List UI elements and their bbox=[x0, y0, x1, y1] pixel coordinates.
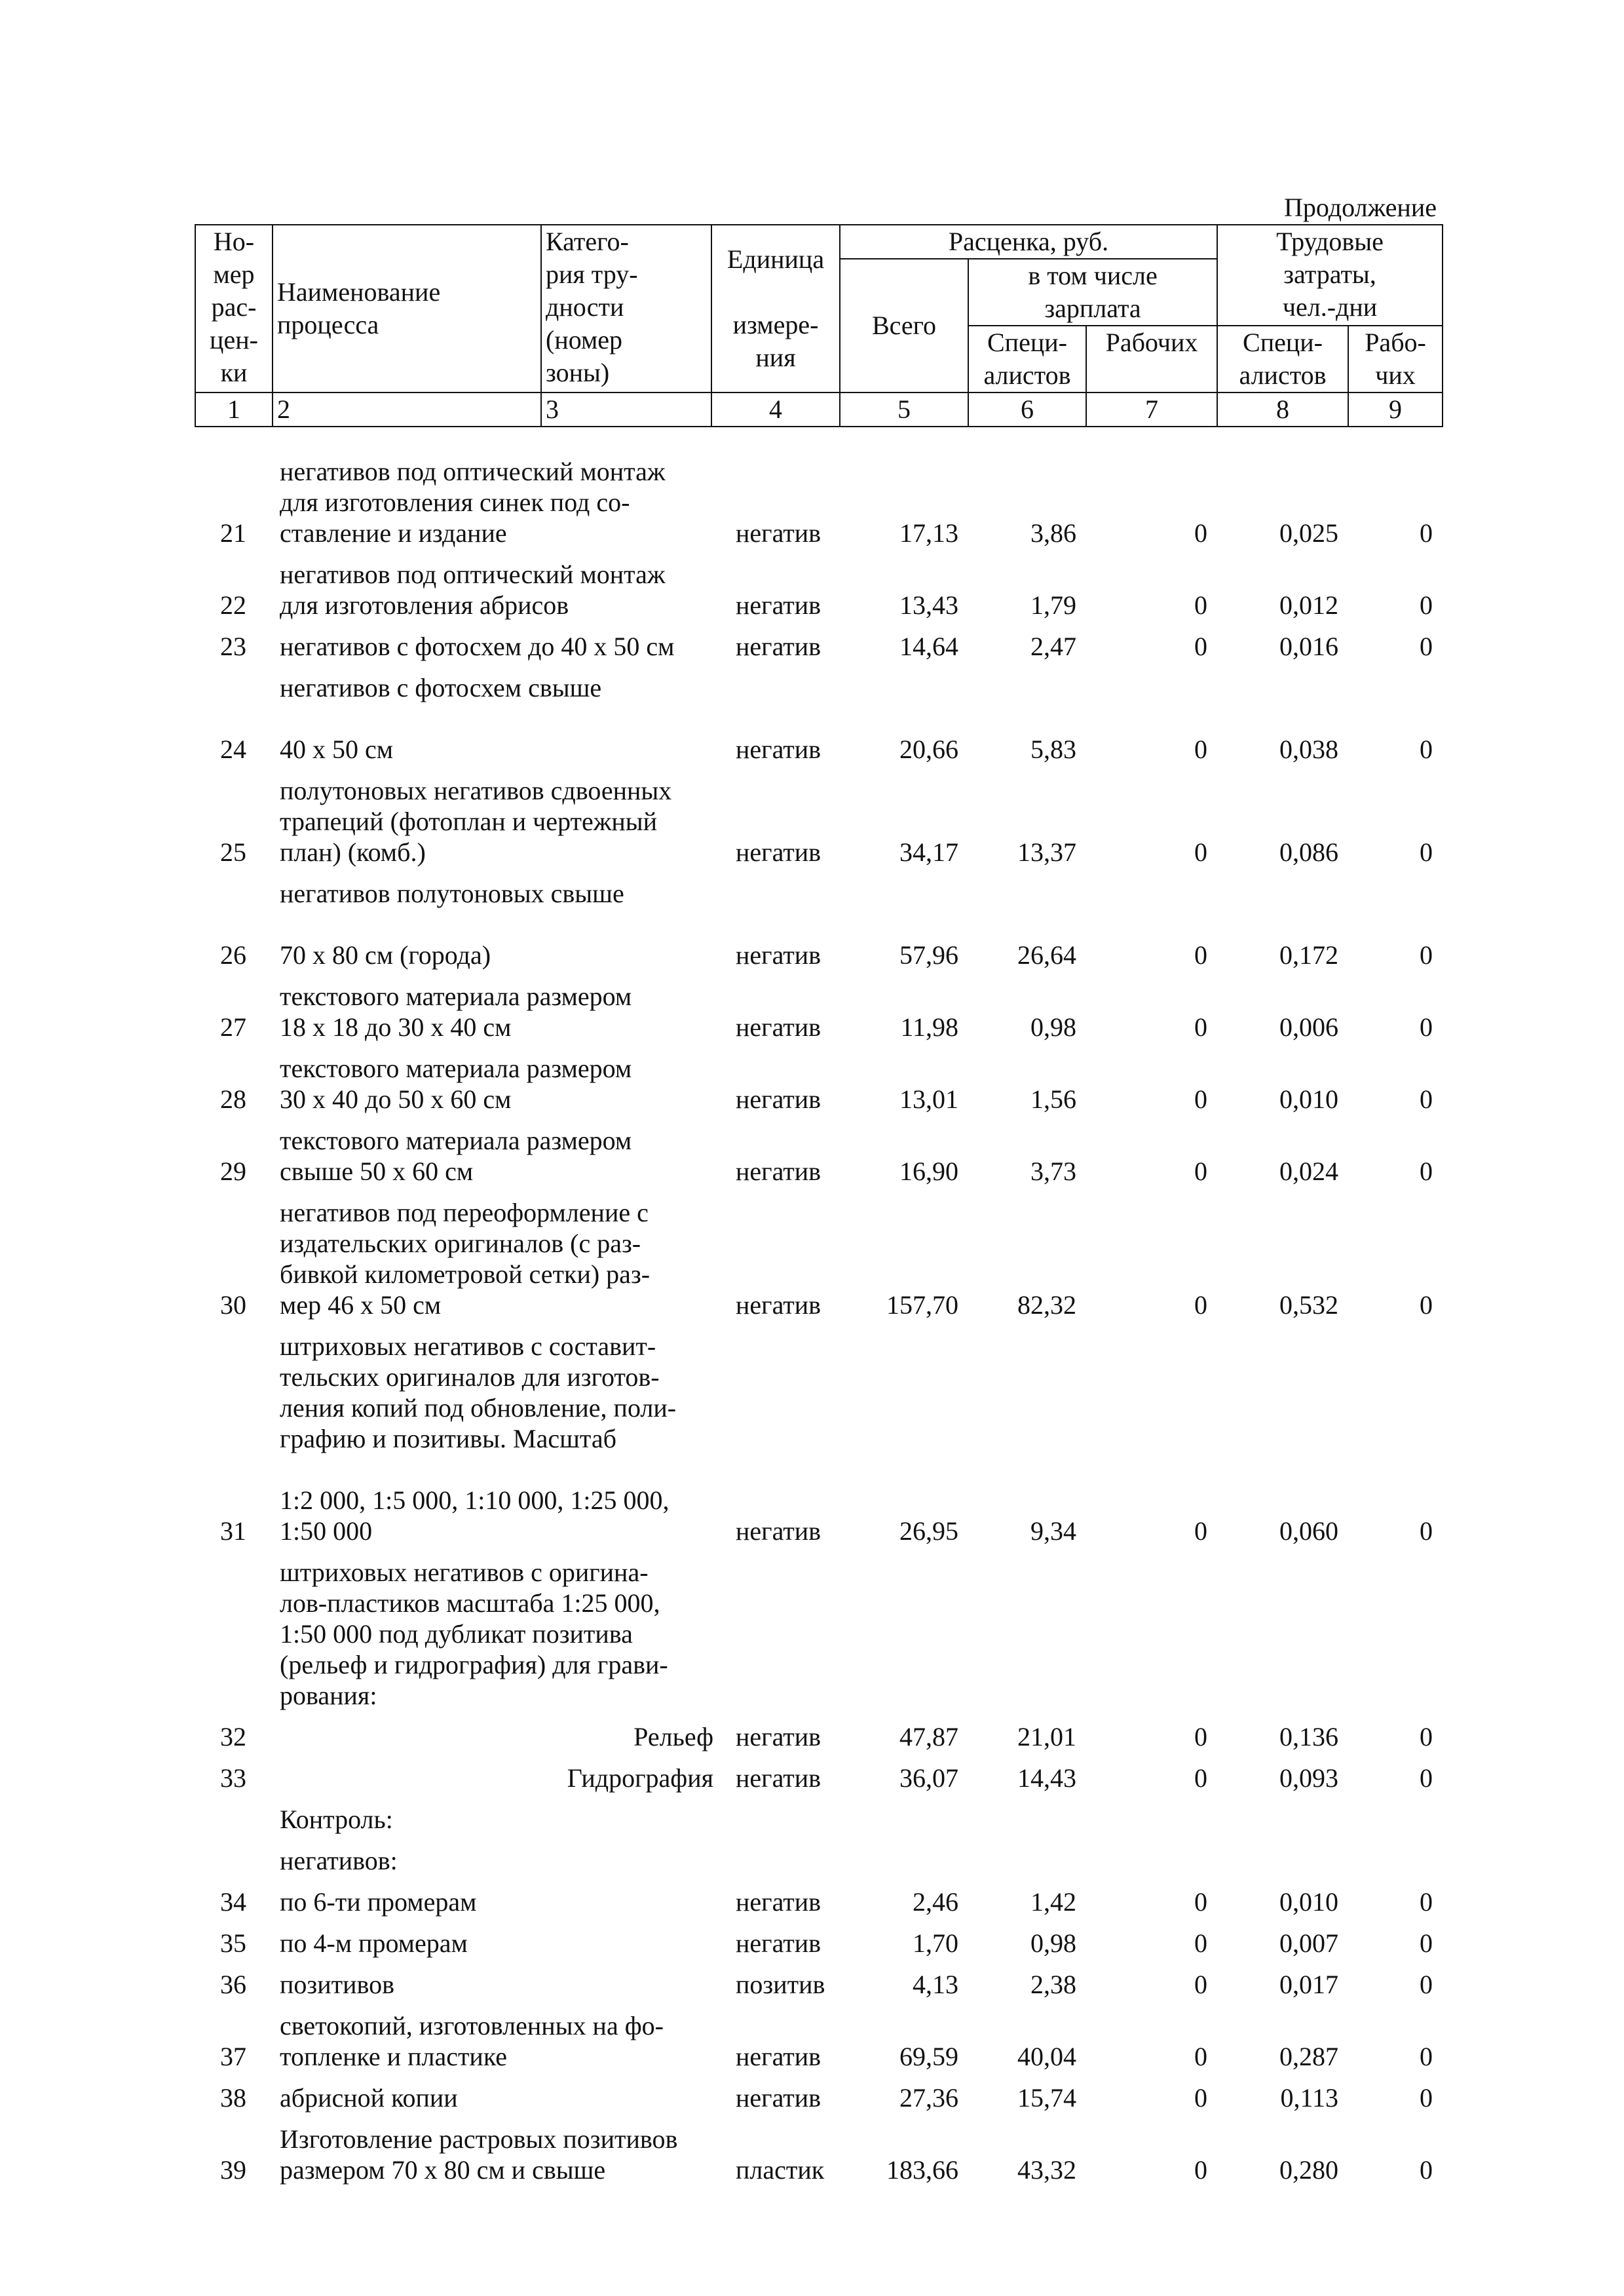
row-spec-salary: 26,64 bbox=[1017, 940, 1076, 970]
row-total: 69,59 bbox=[899, 2042, 958, 2071]
row-name: негативов: bbox=[280, 1846, 398, 1875]
row-labor-spec bbox=[1217, 1546, 1348, 1711]
row-labor-spec: 0,093 bbox=[1279, 1763, 1338, 1793]
row-total: 14,64 bbox=[899, 632, 958, 661]
row-name: по 4-м промерам bbox=[280, 1928, 468, 1958]
row-number: 31 bbox=[220, 1516, 246, 1546]
row-unit: негатив bbox=[736, 1763, 821, 1793]
row-spec-salary: 3,86 bbox=[1030, 518, 1076, 548]
row-unit: негатив bbox=[736, 1157, 821, 1186]
row-name: текстового материала размером 18 х 18 до 30 х 40 см bbox=[280, 982, 632, 1042]
row-labor-spec: 0,012 bbox=[1279, 590, 1338, 620]
row-spec-salary: 21,01 bbox=[1017, 1722, 1076, 1751]
row-labor-workers: 0 bbox=[1420, 1722, 1433, 1751]
row-number: 36 bbox=[220, 1970, 246, 1999]
row-labor-spec: 0,006 bbox=[1279, 1012, 1338, 1042]
row-workers-salary: 0 bbox=[1194, 1722, 1207, 1751]
row-name: позитивов bbox=[280, 1970, 394, 1999]
row-workers-salary: 0 bbox=[1194, 1012, 1207, 1042]
row-labor-spec bbox=[1217, 1835, 1348, 1876]
row-unit: негатив bbox=[736, 590, 821, 620]
row-total: 27,36 bbox=[899, 2083, 958, 2113]
row-unit bbox=[717, 1546, 839, 1711]
header-rate: Расценка, руб. bbox=[840, 225, 1217, 259]
header-category: Катего- рия тру- дности (номер зоны) bbox=[541, 225, 711, 392]
table-row bbox=[195, 1835, 1442, 1876]
row-labor-spec: 0,024 bbox=[1279, 1157, 1338, 1186]
row-workers-salary: 0 bbox=[1194, 735, 1207, 764]
row-labor-workers: 0 bbox=[1420, 1157, 1433, 1186]
row-name: негативов полутоновых свыше 70 х 80 см (города) bbox=[280, 879, 624, 970]
row-labor-spec: 0,172 bbox=[1279, 940, 1338, 970]
row-name: светокопий, изготовленных на фо- топленке и пластике bbox=[280, 2011, 664, 2071]
row-number: 22 bbox=[220, 590, 246, 620]
row-labor-workers: 0 bbox=[1420, 1887, 1433, 1917]
row-unit: негатив bbox=[736, 735, 821, 764]
row-labor-spec: 0,086 bbox=[1279, 837, 1338, 867]
row-unit: негатив bbox=[736, 2042, 821, 2071]
row-total: 17,13 bbox=[899, 518, 958, 548]
row-labor-workers: 0 bbox=[1420, 1084, 1433, 1114]
header-labor: Трудовые затраты, чел.-дни bbox=[1217, 225, 1443, 326]
table-row bbox=[195, 1711, 1442, 1752]
row-spec-salary: 13,37 bbox=[1017, 837, 1076, 867]
row-workers-salary: 0 bbox=[1194, 590, 1207, 620]
row-workers-salary: 0 bbox=[1194, 1763, 1207, 1793]
table-row bbox=[195, 2000, 1442, 2072]
header-incl: в том числе зарплата bbox=[968, 259, 1217, 326]
row-name: штриховых негативов с оригина- лов-пластиков масштаба 1:25 000, 1:50 000 под дубликат позитива (рельеф и гидрография) для грави- рования: bbox=[280, 1558, 668, 1710]
row-total bbox=[839, 1546, 968, 1711]
row-labor-workers bbox=[1348, 1793, 1442, 1835]
row-labor-workers: 0 bbox=[1420, 2083, 1433, 2113]
row-labor-spec: 0,007 bbox=[1279, 1928, 1338, 1958]
row-labor-spec: 0,010 bbox=[1279, 1887, 1338, 1917]
row-name: полутоновых негативов сдвоенных трапеций (фотоплан и чертежный план) (комб.) bbox=[280, 776, 672, 867]
row-number: 39 bbox=[220, 2155, 246, 2185]
row-spec-salary: 2,47 bbox=[1030, 632, 1076, 661]
table-row bbox=[195, 868, 1442, 970]
row-number: 28 bbox=[220, 1084, 246, 1114]
row-labor-spec: 0,010 bbox=[1279, 1084, 1338, 1114]
table-row bbox=[195, 1546, 1442, 1711]
row-name: Гидрография bbox=[567, 1763, 713, 1793]
row-labor-spec: 0,532 bbox=[1279, 1290, 1338, 1320]
row-labor-workers: 0 bbox=[1420, 2042, 1433, 2071]
row-number: 33 bbox=[220, 1763, 246, 1793]
row-total: 1,70 bbox=[913, 1928, 958, 1958]
header-unit: Единица измере- ния bbox=[711, 225, 840, 392]
row-number: 26 bbox=[220, 940, 246, 970]
row-total: 183,66 bbox=[886, 2155, 958, 2185]
row-workers-salary: 0 bbox=[1194, 837, 1207, 867]
table-row bbox=[195, 2072, 1442, 2113]
row-number: 30 bbox=[220, 1290, 246, 1320]
row-labor-workers: 0 bbox=[1420, 1928, 1433, 1958]
row-total: 11,98 bbox=[900, 1012, 958, 1042]
row-unit: негатив bbox=[736, 518, 821, 548]
row-labor-workers: 0 bbox=[1420, 590, 1433, 620]
header-labor-work: Рабо- чих bbox=[1348, 326, 1443, 392]
row-unit: негатив bbox=[736, 2083, 821, 2113]
row-name: негативов под переоформление с издательских оригиналов (с раз- бивкой километровой сетки) раз- мер 46 х 50 см bbox=[280, 1198, 651, 1320]
row-number: 37 bbox=[220, 2042, 246, 2071]
row-unit: негатив bbox=[736, 1084, 821, 1114]
row-workers-salary bbox=[1086, 1835, 1217, 1876]
col-num-7: 7 bbox=[1086, 392, 1217, 427]
header-labor-spec: Специ- алистов bbox=[1217, 326, 1348, 392]
row-spec-salary: 2,38 bbox=[1030, 1970, 1076, 1999]
rates-table bbox=[195, 446, 1442, 2185]
row-labor-spec: 0,060 bbox=[1279, 1516, 1338, 1546]
row-workers-salary: 0 bbox=[1194, 518, 1207, 548]
row-total bbox=[839, 1835, 968, 1876]
table-row bbox=[195, 621, 1442, 662]
table-header bbox=[195, 224, 1443, 427]
row-workers-salary: 0 bbox=[1194, 1084, 1207, 1114]
row-labor-spec bbox=[1217, 1793, 1348, 1835]
row-workers-salary: 0 bbox=[1194, 2042, 1207, 2071]
row-labor-spec: 0,017 bbox=[1279, 1970, 1338, 1999]
row-number: 29 bbox=[220, 1157, 246, 1186]
header-number: Но- мер рас- цен- ки bbox=[195, 225, 273, 392]
row-spec-salary: 14,43 bbox=[1017, 1763, 1076, 1793]
header-name: Наименование процесса bbox=[273, 225, 541, 392]
row-unit: негатив bbox=[736, 1516, 821, 1546]
col-num-1: 1 bbox=[195, 392, 273, 427]
table-row bbox=[195, 548, 1442, 621]
row-spec-salary: 3,73 bbox=[1030, 1157, 1076, 1186]
row-number: 38 bbox=[220, 2083, 246, 2113]
row-spec-salary: 1,42 bbox=[1030, 1887, 1076, 1917]
row-total: 34,17 bbox=[899, 837, 958, 867]
row-number bbox=[195, 1793, 272, 1835]
table-row bbox=[195, 1876, 1442, 1917]
row-spec-salary: 82,32 bbox=[1017, 1290, 1076, 1320]
col-num-6: 6 bbox=[968, 392, 1086, 427]
row-workers-salary: 0 bbox=[1194, 632, 1207, 661]
row-unit: позитив bbox=[736, 1970, 825, 1999]
row-spec-salary: 0,98 bbox=[1030, 1928, 1076, 1958]
row-labor-workers bbox=[1348, 1835, 1442, 1876]
row-total bbox=[839, 1793, 968, 1835]
row-number: 32 bbox=[220, 1722, 246, 1751]
row-workers-salary bbox=[1086, 1546, 1217, 1711]
row-workers-salary: 0 bbox=[1194, 1290, 1207, 1320]
row-unit: негатив bbox=[736, 1290, 821, 1320]
table-row bbox=[195, 662, 1442, 765]
table-row bbox=[195, 446, 1442, 548]
row-name: штриховых негативов с составит- тельских оригиналов для изготов- ления копий под обновление, поли- графию и позитивы. Масштаб 1:2 000, 1:5 000, 1:10 000, 1:25 000, 1:50 000 bbox=[280, 1331, 677, 1546]
row-total: 57,96 bbox=[899, 940, 958, 970]
col-num-8: 8 bbox=[1217, 392, 1348, 427]
row-labor-workers: 0 bbox=[1420, 1970, 1433, 1999]
row-total: 2,46 bbox=[913, 1887, 958, 1917]
row-workers-salary: 0 bbox=[1194, 1516, 1207, 1546]
col-num-5: 5 bbox=[840, 392, 968, 427]
row-labor-workers: 0 bbox=[1420, 837, 1433, 867]
row-labor-workers: 0 bbox=[1420, 632, 1433, 661]
row-total: 20,66 bbox=[899, 735, 958, 764]
header-spec: Специ- алистов bbox=[968, 326, 1086, 392]
row-number: 27 bbox=[220, 1012, 246, 1042]
row-spec-salary: 1,79 bbox=[1030, 590, 1076, 620]
row-number: 35 bbox=[220, 1928, 246, 1958]
row-workers-salary: 0 bbox=[1194, 1157, 1207, 1186]
row-name: негативов под оптический монтаж для изготовления синек под со- ставление и издание bbox=[280, 457, 666, 548]
row-labor-spec: 0,016 bbox=[1279, 632, 1338, 661]
row-name: текстового материала размером 30 х 40 до 50 х 60 см bbox=[280, 1054, 632, 1114]
row-total: 157,70 bbox=[886, 1290, 958, 1320]
row-spec-salary bbox=[968, 1835, 1086, 1876]
row-labor-workers: 0 bbox=[1420, 1763, 1433, 1793]
row-unit: негатив bbox=[736, 1928, 821, 1958]
row-total: 13,01 bbox=[899, 1084, 958, 1114]
row-labor-spec: 0,038 bbox=[1279, 735, 1338, 764]
continuation-label: Продолжение bbox=[1284, 193, 1437, 222]
row-unit bbox=[717, 1793, 839, 1835]
row-unit: негатив bbox=[736, 1722, 821, 1751]
row-name: негативов под оптический монтаж для изготовления абрисов bbox=[280, 560, 666, 620]
col-num-4: 4 bbox=[711, 392, 840, 427]
row-name: Рельеф bbox=[633, 1722, 713, 1751]
row-name: Изготовление растровых позитивов размером 70 х 80 см и свыше bbox=[280, 2124, 678, 2185]
row-number: 23 bbox=[220, 632, 246, 661]
row-workers-salary: 0 bbox=[1194, 2155, 1207, 2185]
row-unit: негатив bbox=[736, 837, 821, 867]
row-workers-salary: 0 bbox=[1194, 1887, 1207, 1917]
row-labor-workers: 0 bbox=[1420, 518, 1433, 548]
row-total: 16,90 bbox=[899, 1157, 958, 1186]
row-labor-workers bbox=[1348, 1546, 1442, 1711]
row-name: негативов с фотосхем свыше 40 х 50 см bbox=[280, 673, 602, 764]
row-labor-spec: 0,287 bbox=[1279, 2042, 1338, 2071]
row-name: Контроль: bbox=[280, 1805, 393, 1834]
row-labor-spec: 0,136 bbox=[1279, 1722, 1338, 1751]
row-unit: негатив bbox=[736, 1887, 821, 1917]
row-labor-workers: 0 bbox=[1420, 2155, 1433, 2185]
row-labor-workers: 0 bbox=[1420, 1290, 1433, 1320]
row-spec-salary bbox=[968, 1793, 1086, 1835]
col-num-9: 9 bbox=[1348, 392, 1443, 427]
row-unit: пластик bbox=[736, 2155, 825, 2185]
row-spec-salary: 1,56 bbox=[1030, 1084, 1076, 1114]
row-spec-salary: 5,83 bbox=[1030, 735, 1076, 764]
row-labor-spec: 0,280 bbox=[1279, 2155, 1338, 2185]
row-labor-spec: 0,025 bbox=[1279, 518, 1338, 548]
row-workers-salary: 0 bbox=[1194, 940, 1207, 970]
row-total: 36,07 bbox=[899, 1763, 958, 1793]
table-row bbox=[195, 1917, 1442, 1959]
header-total: Всего bbox=[840, 259, 968, 392]
row-labor-workers: 0 bbox=[1420, 735, 1433, 764]
header-workers: Рабочих bbox=[1086, 326, 1217, 392]
table-row bbox=[195, 970, 1442, 1043]
row-number: 25 bbox=[220, 837, 246, 867]
row-name: абрисной копии bbox=[280, 2083, 458, 2113]
table-row bbox=[195, 1320, 1442, 1546]
row-workers-salary: 0 bbox=[1194, 1928, 1207, 1958]
row-labor-workers: 0 bbox=[1420, 1516, 1433, 1546]
col-num-2: 2 bbox=[273, 392, 541, 427]
table-row bbox=[195, 1959, 1442, 2000]
table-row bbox=[195, 1752, 1442, 1793]
row-number: 34 bbox=[220, 1887, 246, 1917]
table-row bbox=[195, 1793, 1442, 1835]
row-name: по 6-ти промерам bbox=[280, 1887, 477, 1917]
row-total: 26,95 bbox=[899, 1516, 958, 1546]
row-spec-salary: 43,32 bbox=[1017, 2155, 1076, 2185]
row-labor-workers: 0 bbox=[1420, 940, 1433, 970]
row-spec-salary: 0,98 bbox=[1030, 1012, 1076, 1042]
row-total: 4,13 bbox=[913, 1970, 958, 1999]
row-name: текстового материала размером свыше 50 х 60 см bbox=[280, 1126, 632, 1186]
row-unit bbox=[717, 1835, 839, 1876]
row-unit: негатив bbox=[736, 632, 821, 661]
table-row bbox=[195, 1115, 1442, 1187]
row-unit: негатив bbox=[736, 1012, 821, 1042]
row-name: негативов с фотосхем до 40 х 50 см bbox=[280, 632, 675, 661]
row-workers-salary: 0 bbox=[1194, 2083, 1207, 2113]
row-number: 21 bbox=[220, 518, 246, 548]
row-number bbox=[195, 1835, 272, 1876]
row-spec-salary: 15,74 bbox=[1017, 2083, 1076, 2113]
row-number bbox=[195, 1546, 272, 1711]
row-spec-salary: 40,04 bbox=[1017, 2042, 1076, 2071]
row-labor-spec: 0,113 bbox=[1280, 2083, 1338, 2113]
table-row bbox=[195, 1187, 1442, 1320]
table-row bbox=[195, 765, 1442, 868]
col-num-3: 3 bbox=[541, 392, 711, 427]
table-row bbox=[195, 1043, 1442, 1115]
row-workers-salary bbox=[1086, 1793, 1217, 1835]
table-row bbox=[195, 2113, 1442, 2185]
row-workers-salary: 0 bbox=[1194, 1970, 1207, 1999]
row-spec-salary: 9,34 bbox=[1030, 1516, 1076, 1546]
row-spec-salary bbox=[968, 1546, 1086, 1711]
row-total: 13,43 bbox=[899, 590, 958, 620]
row-labor-workers: 0 bbox=[1420, 1012, 1433, 1042]
row-unit: негатив bbox=[736, 940, 821, 970]
row-total: 47,87 bbox=[899, 1722, 958, 1751]
row-number: 24 bbox=[220, 735, 246, 764]
